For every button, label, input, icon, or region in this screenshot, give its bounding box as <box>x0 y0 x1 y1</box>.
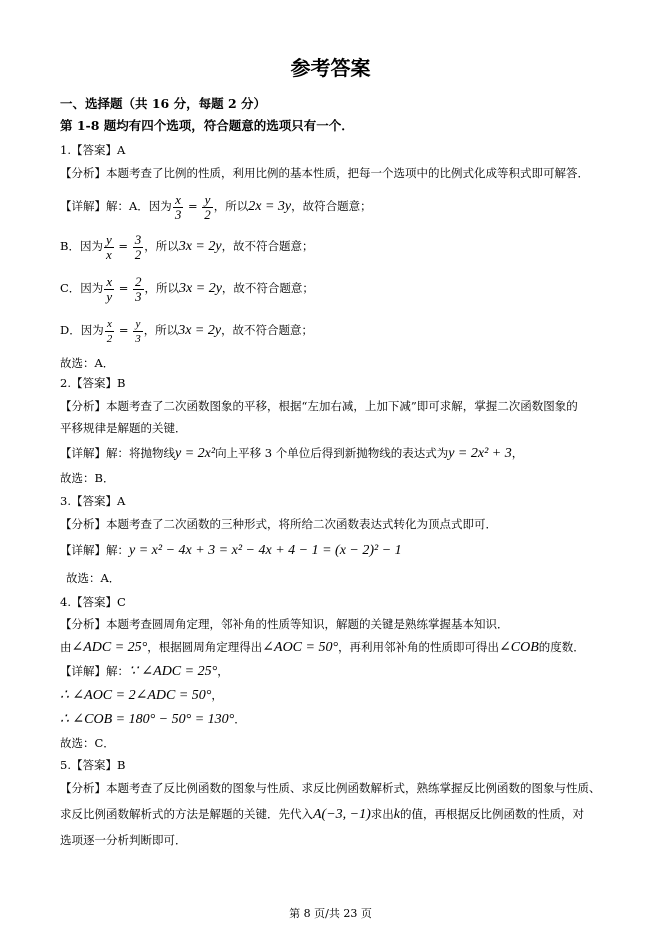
q2-choice: 故选：B． <box>60 471 115 485</box>
q1-answer: 1.【答案】A <box>60 143 126 157</box>
q1-choice: 故选：A． <box>60 356 115 370</box>
q4-detail-line3: ∴ ∠COB = 180° − 50° = 130°． <box>60 712 246 727</box>
fraction: $\frac{3}{2}$ <box>134 231 142 262</box>
q4-detail-line2: ∴ ∠AOC = 2∠ADC = 50°， <box>60 688 223 703</box>
fraction: $\frac{2}{3}$ <box>135 273 142 304</box>
q5-analysis-line2: 求反比例函数解析式的方法是解题的关键．先代入A(−3, −1)求出k的值，再根据反比例函数的性质，对 <box>60 807 584 822</box>
q3-detail: 【详解】解：y = x² − 4x + 3 = x² − 4x + 4 − 1 = (x − 2)² − 1 <box>60 543 402 558</box>
fraction: $\frac{x}{2}$ <box>106 317 113 345</box>
q3-analysis: 【分析】本题考查了二次函数的三种形式，将所给二次函数表达式转化为顶点式即可． <box>60 517 497 531</box>
q3-choice: 故选：A． <box>66 571 121 585</box>
q2-analysis-line1: 【分析】本题考查了二次函数图象的平移，根据“左加右减，上加下减”即可求解，掌握二次函数图象的 <box>60 399 578 413</box>
q1-option-b: B．因为 $\frac{y}{x}$ = $\frac{3}{2}$ ，所以3x = 2y，故不符合题意； <box>60 231 314 262</box>
instruction: 第 1-8 题均有四个选项，符合题意的选项只有一个． <box>60 118 354 133</box>
q3-answer: 3.【答案】A <box>60 494 126 508</box>
q5-analysis-line1: 【分析】本题考查了反比例函数的图象与性质、求反比例函数解析式，熟练掌握反比例函数的图象与性质、 <box>60 781 601 795</box>
q1-detail-a: 【详解】解：A．因为 $\frac{x}{3}$ = $\frac{y}{2}$ ，所以2x = 3y，故符合题意； <box>60 191 372 222</box>
q1-option-d: D．因为 $\frac{x}{2}$ = $\frac{y}{3}$ ，所以3x = 2y，故不符合题意； <box>60 317 314 345</box>
q4-analysis-line2: 由∠ADC = 25°，根据圆周角定理得出∠AOC = 50°，再利用邻补角的性质即可得出∠COB的度数． <box>60 640 585 655</box>
q2-analysis-line2: 平移规律是解题的关键． <box>60 421 187 435</box>
q4-answer: 4.【答案】C <box>60 595 126 609</box>
q5-analysis-line3: 选项逐一分析判断即可． <box>60 833 187 847</box>
q5-answer: 5.【答案】B <box>60 758 126 772</box>
q1-analysis: 【分析】本题考查了比例的性质，利用比例的基本性质，把每一个选项中的比例式化成等积式即可解答． <box>60 166 589 180</box>
fraction: $\frac{y}{3}$ <box>135 317 141 345</box>
q2-detail: 【详解】解：将抛物线y = 2x²向上平移 3 个单位后得到新抛物线的表达式为y = 2x² + 3， <box>60 446 524 461</box>
q4-analysis-line1: 【分析】本题考查圆周角定理，邻补角的性质等知识，解题的关键是熟练掌握基本知识． <box>60 617 509 631</box>
page-footer: 第 8 页/共 23 页 <box>289 907 372 920</box>
q4-choice: 故选：C． <box>60 736 115 750</box>
q1-option-c: C．因为 $\frac{x}{y}$ = $\frac{2}{3}$ ，所以3x = 2y，故不符合题意； <box>60 273 314 304</box>
section-heading: 一、选择题（共 16 分，每题 2 分） <box>60 96 267 111</box>
fraction: $\frac{x}{3}$ <box>174 191 182 222</box>
fraction: $\frac{y}{2}$ <box>204 191 211 222</box>
page-title: 参考答案 <box>290 56 371 80</box>
q4-detail-line1: 【详解】解：∵ ∠ADC = 25°， <box>60 664 229 679</box>
fraction: $\frac{y}{x}$ <box>105 231 112 262</box>
fraction: $\frac{x}{y}$ <box>106 273 113 304</box>
q2-answer: 2.【答案】B <box>60 376 126 390</box>
